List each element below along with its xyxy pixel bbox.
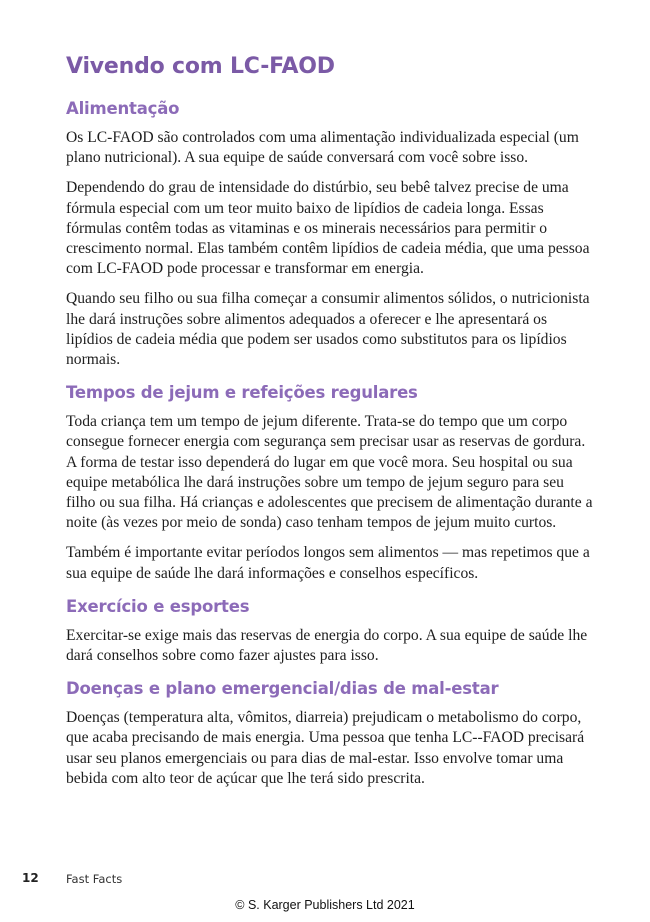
page-title: Vivendo com LC-FAOD: [66, 54, 335, 79]
paragraph: Os LC-FAOD são controlados com uma alimentação individualizada especial (um plano nutricional). A sua equipe de saúde conversará com você sobre isso.: [66, 129, 579, 167]
paragraph: Exercitar-se exige mais das reservas de energia do corpo. A sua equipe de saúde lhe dará conselhos sobre como fazer ajustes para isso.: [66, 626, 588, 665]
paragraph: Também é importante evitar períodos longos sem alimentos — mas repetimos que a sua equipe de saúde lhe dará informações e conselhos específicos.: [66, 544, 590, 582]
paragraph: Toda criança tem um tempo de jejum diferente. Trata-se do tempo que um corpo consegue fornecer energia com segurança sem precisar usar as reservas de gordura. A forma de testar isso dependerá do lugar em que você mora. Seu hospital ou sua equipe metabólica lhe dará instruções sobre um tempo de jejum seguro para seu filho ou sua filha. Há crianças e adolescentes que precisem de alimentação durante a noite (às vezes por meio de sonda) caso tenham tempos de jejum muito curtos.: [66, 413, 593, 532]
section-alimentacao: [66, 96, 596, 370]
page-number: 12: [22, 871, 39, 885]
paragraph: Quando seu filho ou sua filha começar a consumir alimentos sólidos, o nutricionista lhe dará instruções sobre alimentos adequados a oferecer e lhe apresentará os lipídios de cadeia média que podem ser usados como substitutos para os lipídios normais.: [66, 290, 590, 369]
section-exercicio: [66, 594, 596, 666]
section-heading: Tempos de jejum e refeições regulares: [66, 383, 418, 403]
section-doencas: [66, 676, 596, 789]
section-heading: Exercício e esportes: [66, 596, 250, 616]
main-content: [66, 52, 596, 799]
section-tempos-de-jejum: [66, 380, 596, 584]
section-heading: Alimentação: [66, 99, 180, 118]
series-name: Fast Facts: [66, 872, 123, 886]
copyright-notice: © S. Karger Publishers Ltd 2021: [235, 898, 415, 912]
paragraph: Doenças (temperatura alta, vômitos, diarreia) prejudicam o metabolismo do corpo, que acaba precisando de mais energia. Uma pessoa que tenha LC--FAOD precisará usar seu planos emergenciais ou para dias de mal-estar. Isso envolve tomar uma bebida com alto teor de açúcar que lhe terá sido prescrita.: [66, 709, 585, 787]
section-heading: Doenças e plano emergencial/dias de mal-estar: [66, 679, 499, 699]
paragraph: Dependendo do grau de intensidade do distúrbio, seu bebê talvez precise de uma fórmula especial com um teor muito baixo de lipídios de cadeia longa. Essas fórmulas contêm todas as vitaminas e os minerais necessários para permitir o crescimento normal. Elas também contêm lipídios de cadeia média, que uma pessoa com LC-FAOD pode processar e transformar em energia.: [66, 179, 590, 278]
